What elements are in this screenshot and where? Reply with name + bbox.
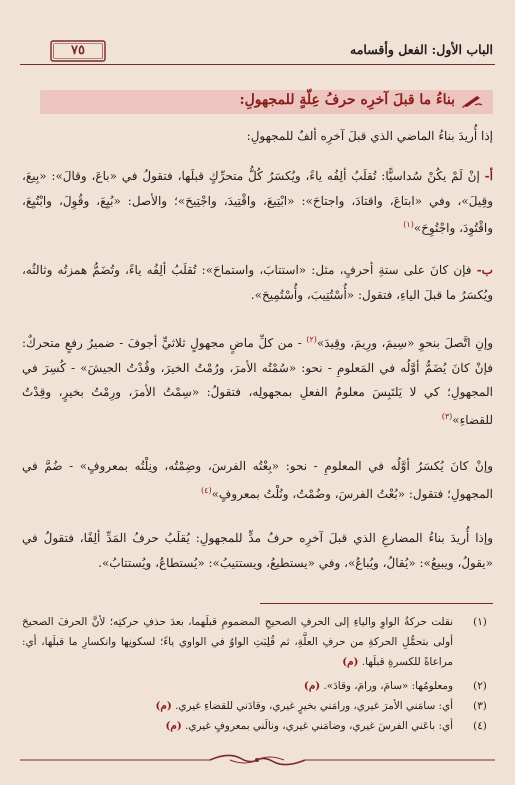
footnote-text: أي: باعَني الفرسَ غيري، وضامَني غيري، ونالَني بمعروفٍ غيري. — [185, 720, 453, 732]
footnote-2 — [22, 676, 493, 696]
paragraph-b-text: فإن كانَ على ستةِ أحرفٍ، مثل: «استتابَ، واستماحَ»: تُقلَبُ ألِفُه ياءً، وتُضَمُّ همزتُه وثالثُه، ويُكسَرُ ما قبلَ الياءِ، فتقول: «أُسْتُتِيبَ، وأُسْتُمِيحَ». — [22, 263, 493, 302]
footnote-4 — [22, 716, 493, 736]
footnote-ref-1[interactable]: (١) — [403, 220, 414, 230]
footnote-separator — [260, 603, 493, 604]
paragraph-a-text: إنْ لَمْ يكُنْ سُداسيًّا: تُقلَبُ ألِفُه ياءً، ويُكسَرُ كُلُّ متحرِّكٍ قبلَها، فتقولُ في «باعَ، وقالَ»: «بِيعَ، وقِيلَ»، وفي «ابتاعَ، واقتادَ، واجتاحَ»: «ابْتِيعَ، واقْتِيدَ، واجْتِيحَ»؛ والأصل: «بُيِعَ، وقُوِلَ، وابْتُيِعَ، واقْتُوِدَ، واجْتُوِحَ» — [22, 169, 493, 236]
paragraph-e-text: وإذا أُريدَ بناءُ المضارعِ الذي قبلَ آخرِه حرفُ مدٍّ للمجهولِ: يُقلَبُ حرفُ المَدِّ ألِفًا، فتقولُ في «يقولُ، ويبيعُ»: «يُقالُ، ويُباعُ»، وفي «يستطيعُ، ويستتيبُ»: «يُستطاعُ، ويُستتابُ». — [22, 531, 493, 570]
chapter-header: الباب الأول: الفعل وأقسامه — [350, 42, 493, 57]
section-heading-text: بناءُ ما قبلَ آخرِه حرفُ عِلّةٍ للمجهولِ: — [239, 92, 455, 108]
paragraph-a — [22, 164, 493, 241]
section-heading — [40, 90, 493, 114]
paragraph-b — [22, 258, 493, 307]
footnote-3 — [22, 696, 493, 716]
footnote-text: نقلت حركةُ الواوِ والياءِ إلى الحرفِ الصحيحِ المضمومِ قبلَهما، بعدَ حذفِ حركتِه؛ لأنَّ الحرفَ الصحيحَ أولى بتحمُّلِ الحركةِ من حرفِ العلَّةِ، ثم قُلِبَتِ الواوُ في الواوي ياءً؛ لسكونِها وانكسارِ ما قبلَها، أي: مراعاةً للكسرةِ قبلَها. — [22, 616, 453, 668]
pen-icon — [461, 93, 483, 113]
bottom-ornament — [0, 748, 515, 772]
footnote-mark: (م) — [303, 680, 321, 692]
footnote-ref-2[interactable]: (٢) — [306, 335, 317, 344]
footnote-text: أي: سامَني الأمرَ غيري، ورامَني بخيرٍ غيري، وقادَني للقضاءِ غيري. — [175, 700, 453, 712]
footnote-text: ومعلومُها: «سامَ، ورامَ، وقادَ». — [323, 680, 453, 692]
footnote-mark: (م) — [165, 720, 182, 732]
footnote-mark: (م) — [342, 656, 359, 668]
paragraph-a-label: أ- — [484, 169, 493, 183]
footnote-mark: (م) — [155, 700, 172, 712]
footnote-ref-4[interactable]: (٤) — [201, 485, 212, 495]
page-number-box — [50, 40, 106, 62]
paragraph-d — [22, 454, 493, 506]
paragraph-c-text-b: - من كلِّ ماضٍ مجهولٍ ثلاثيٍّ أجوفَ - ضميرُ رفعٍ متحركٌ: فإنْ كانَ يُضَمُّ أوَّلُه في المَعلومِ - نحو: «سُمْتُه الأمرَ، ورُمْتُ الخيرَ، وقُدْتُ الجيشَ» - كُسِرَ في المجهولِ؛ كي لا يَلتَبِسَ معلومُ الفعلِ بمجهولِه، فتقولُ: «سِمْتُ الأمرَ، ورِمْتُ بخيرٍ، وقِدْتُ للقضاءِ» — [22, 336, 493, 427]
header-rule — [20, 64, 495, 65]
paragraph-c — [22, 328, 493, 432]
footnote-number: (٤) — [473, 720, 487, 732]
footnote-ref-3[interactable]: (٣) — [441, 411, 453, 421]
paragraph-b-label: ب- — [476, 263, 493, 277]
footnote-number: (٣) — [473, 700, 487, 712]
footnote-number: (٢) — [473, 680, 487, 692]
paragraph-e — [22, 526, 493, 575]
paragraph-intro — [22, 124, 493, 149]
paragraph-c-text-a: وإنِ اتَّصلَ بنحوِ «سِيمَ، ورِيمَ، وقِيدَ» — [316, 336, 494, 350]
page-number: ٧٥ — [71, 43, 85, 58]
footnote-1 — [22, 612, 493, 672]
paragraph-d-text: وإنْ كانَ يُكسَرُ أوَّلُه في المعلومِ - نحو: «بِعْتُه الفرسَ، وضِمْتُه، ونِلْتُه بمعروفٍ» - ضُمَّ في المجهولِ؛ فتقول: «بُعْتُ الفرسَ، وضُمْتُ، ونُلْتُ بمعروفٍ» — [22, 459, 493, 501]
footnote-number: (١) — [473, 616, 487, 628]
paragraph-intro-text: إذا أُريدَ بناءُ الماضي الذي قبلَ آخرِه ألفٌ للمجهولِ: — [246, 129, 493, 143]
